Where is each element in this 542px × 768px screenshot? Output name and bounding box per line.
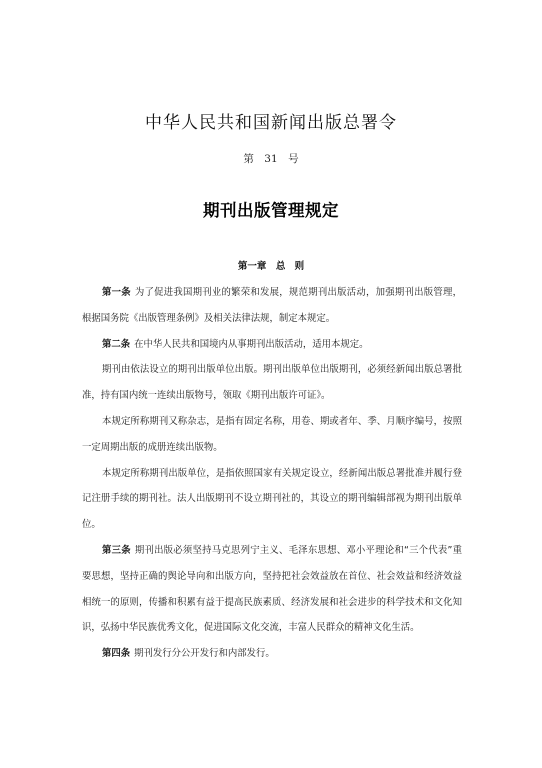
article-text: 为了促进我国期刊业的繁荣和发展，规范期刊出版活动，加强期刊出版管理，根据国务院《出版管理条例》及相关法律法规，制定本规定。 <box>82 287 462 324</box>
article-label: 第一条 <box>102 287 131 298</box>
document-title: 期刊出版管理规定 <box>203 201 339 220</box>
article-paragraph <box>82 461 462 538</box>
article-text: 本规定所称期刊又称杂志，是指有固定名称，用卷、期或者年、季、月顺序编号，按照一定周期出版的成册连续出版物。 <box>82 415 462 453</box>
article-text: 在中华人民共和国境内从事期刊出版活动，适用本规定。 <box>134 338 369 350</box>
article-paragraph <box>82 641 462 667</box>
article-text: 期刊发行分公开发行和内部发行。 <box>134 648 275 660</box>
article-text: 期刊出版必须坚持马克思列宁主义、毛泽东思想、邓小平理论和“三个代表”重要思想，坚持正确的舆论导向和出版方向，坚持把社会效益放在首位、社会效益和经济效益相统一的原则，传播和积累有益于提高民族素质、经济发展和社会进步的科学技术和文化知识，弘扬中华民族优秀文化，促进国际文化交流，丰富人民群众的精神文化生活。 <box>82 544 462 634</box>
article-label: 第三条 <box>102 544 131 556</box>
document-body <box>82 280 462 667</box>
article-paragraph <box>82 409 462 461</box>
article-text: 本规定所称期刊出版单位，是指依照国家有关规定设立，经新闻出版总署批准并履行登记注册手续的期刊社。法人出版期刊不设立期刊社的，其设立的期刊编辑部视为期刊出版单位。 <box>82 467 462 531</box>
article-label: 第四条 <box>102 648 131 660</box>
article-paragraph <box>82 357 462 409</box>
issuer-order-heading: 中华人民共和国新闻出版总署令 <box>145 113 397 133</box>
order-number: 第 31 号 <box>243 153 299 165</box>
article-paragraph <box>82 332 462 358</box>
article-label: 第二条 <box>102 338 131 350</box>
article-text: 期刊由依法设立的期刊出版单位出版。期刊出版单位出版期刊，必须经新闻出版总署批准，持有国内统一连续出版物号，领取《期刊出版许可证》。 <box>82 364 462 402</box>
article-paragraph <box>82 538 462 641</box>
chapter-heading: 第一章 总 则 <box>237 261 305 272</box>
article-paragraph <box>82 280 462 332</box>
